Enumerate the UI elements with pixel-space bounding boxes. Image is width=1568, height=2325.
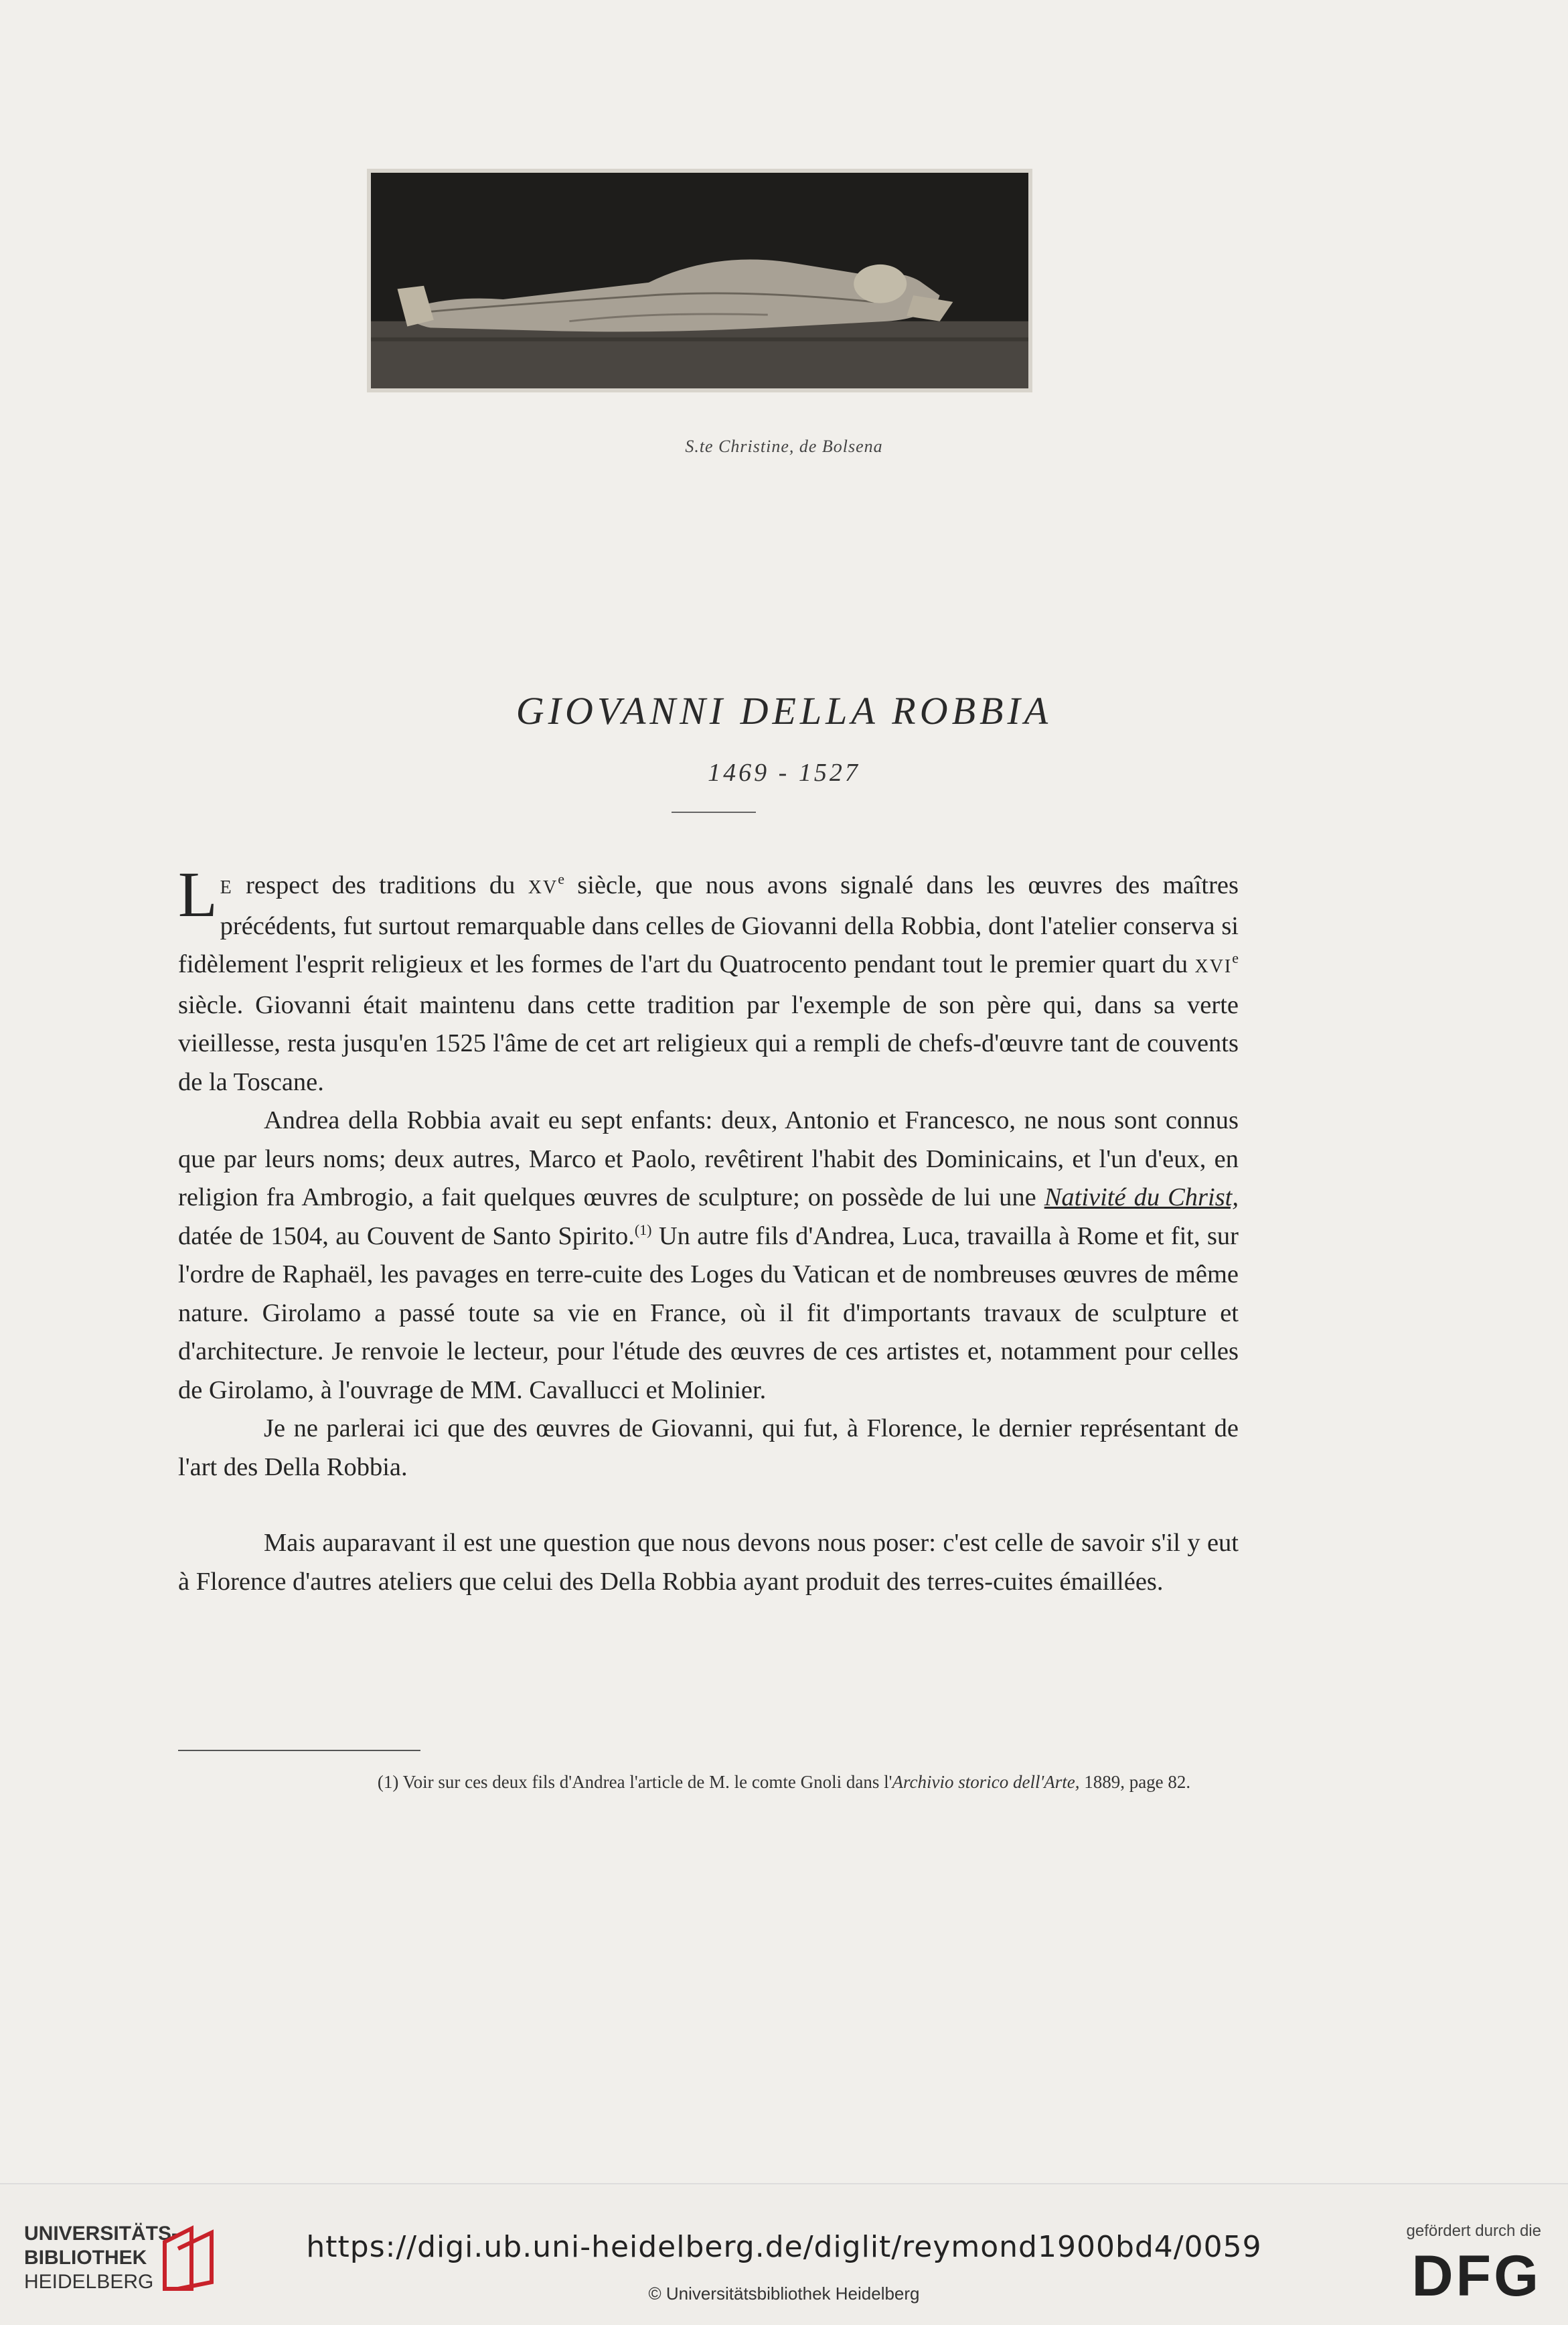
permalink[interactable]: https://digi.ub.uni-heidelberg.de/diglit/reymond1900bd4/0059 [306, 2230, 1262, 2264]
paragraph-3: Je ne parlerai ici que des œuvres de Giovanni, qui fut, à Florence, le dernier représentant de l'art des Della Robbia. [178, 1414, 1239, 1481]
footnote-rule [178, 1750, 420, 1751]
funding-label: gefördert durch die [1406, 2222, 1541, 2240]
footnote: (1) Voir sur ces deux fils d'Andrea l'article de M. le comte Gnoli dans l'Archivio storico dell'Arte, 1889, page 82. [377, 1772, 1191, 1792]
dfg-logo[interactable]: DFG [1411, 2244, 1541, 2308]
recumbent-effigy-icon [371, 173, 1028, 388]
library-logo[interactable]: UNIVERSITÄTS- BIBLIOTHEK HEIDELBERG [24, 2223, 179, 2293]
footnote-ref: (1) [634, 1221, 652, 1238]
drop-cap: L [178, 858, 218, 930]
figure-caption: S.te Christine, de Bolsena [685, 437, 883, 456]
chapter-dates: 1469 - 1527 [708, 759, 860, 787]
italic-title: Nativité du Christ, [1044, 1183, 1239, 1211]
title-rule [672, 812, 756, 813]
paragraph-2: Andrea della Robbia avait eu sept enfants: deux, Antonio et Francesco, ne nous sont connus que par leurs noms; deux autres, Marco et Paolo, revêtirent l'habit des Dominicains, et l'un d'eux, en religion fra Ambrogio, a fait quelques œuvres de sculpture; on possède de lui une Nativité du Christ, datée de 1504, au Couvent de Santo Spirito.$^{(1)}$ Un autre fils d'Andrea, Luca, travailla à Rome et fit, sur l'ordre de Raphaël, les pavages en terre-cuite des Loges du Vatican et de nombreuses œuvres de même nature. Girolamo a passé toute sa vie en France, où il fit d'importants travaux de sculpture et d'architecture. Je renvoie le lecteur, pour l'étude des œuvres de ces artistes et, notamment pour celles de Girolamo, à l'ouvrage de MM. Cavallucci et Molinier. [178, 1106, 1239, 1404]
chapter-title: GIOVANNI DELLA ROBBIA [516, 689, 1052, 733]
body-text [178, 858, 1239, 1601]
paragraph-1: L E respect des traditions du XVe siècle, que nous avons signalé dans les œuvres des maîtres précédents, fut surtout remarquable dans celles de Giovanni della Robbia, dont l'atelier conserva si fidèlement l'esprit religieux et les formes de l'art du Quatrocento pendant tout le premier quart du XVIe siècle. Giovanni était maintenu dans cette tradition par l'exemple de son père qui, dans sa verte vieillesse, resta jusqu'en 1525 l'âme de cet art religieux qui a rempli de chefs-d'œuvre tant de couvents de la Toscane. [178, 858, 1239, 1096]
copyright-notice: © Universitätsbibliothek Heidelberg [648, 2283, 920, 2304]
paragraph-4: Mais auparavant il est une question que nous devons nous poser: c'est celle de savoir s'il y eut à Florence d'autres ateliers que celui des Della Robbia ayant produit des terres-cuites émaillées. [178, 1529, 1239, 1596]
sculpture-plate [367, 169, 1032, 392]
